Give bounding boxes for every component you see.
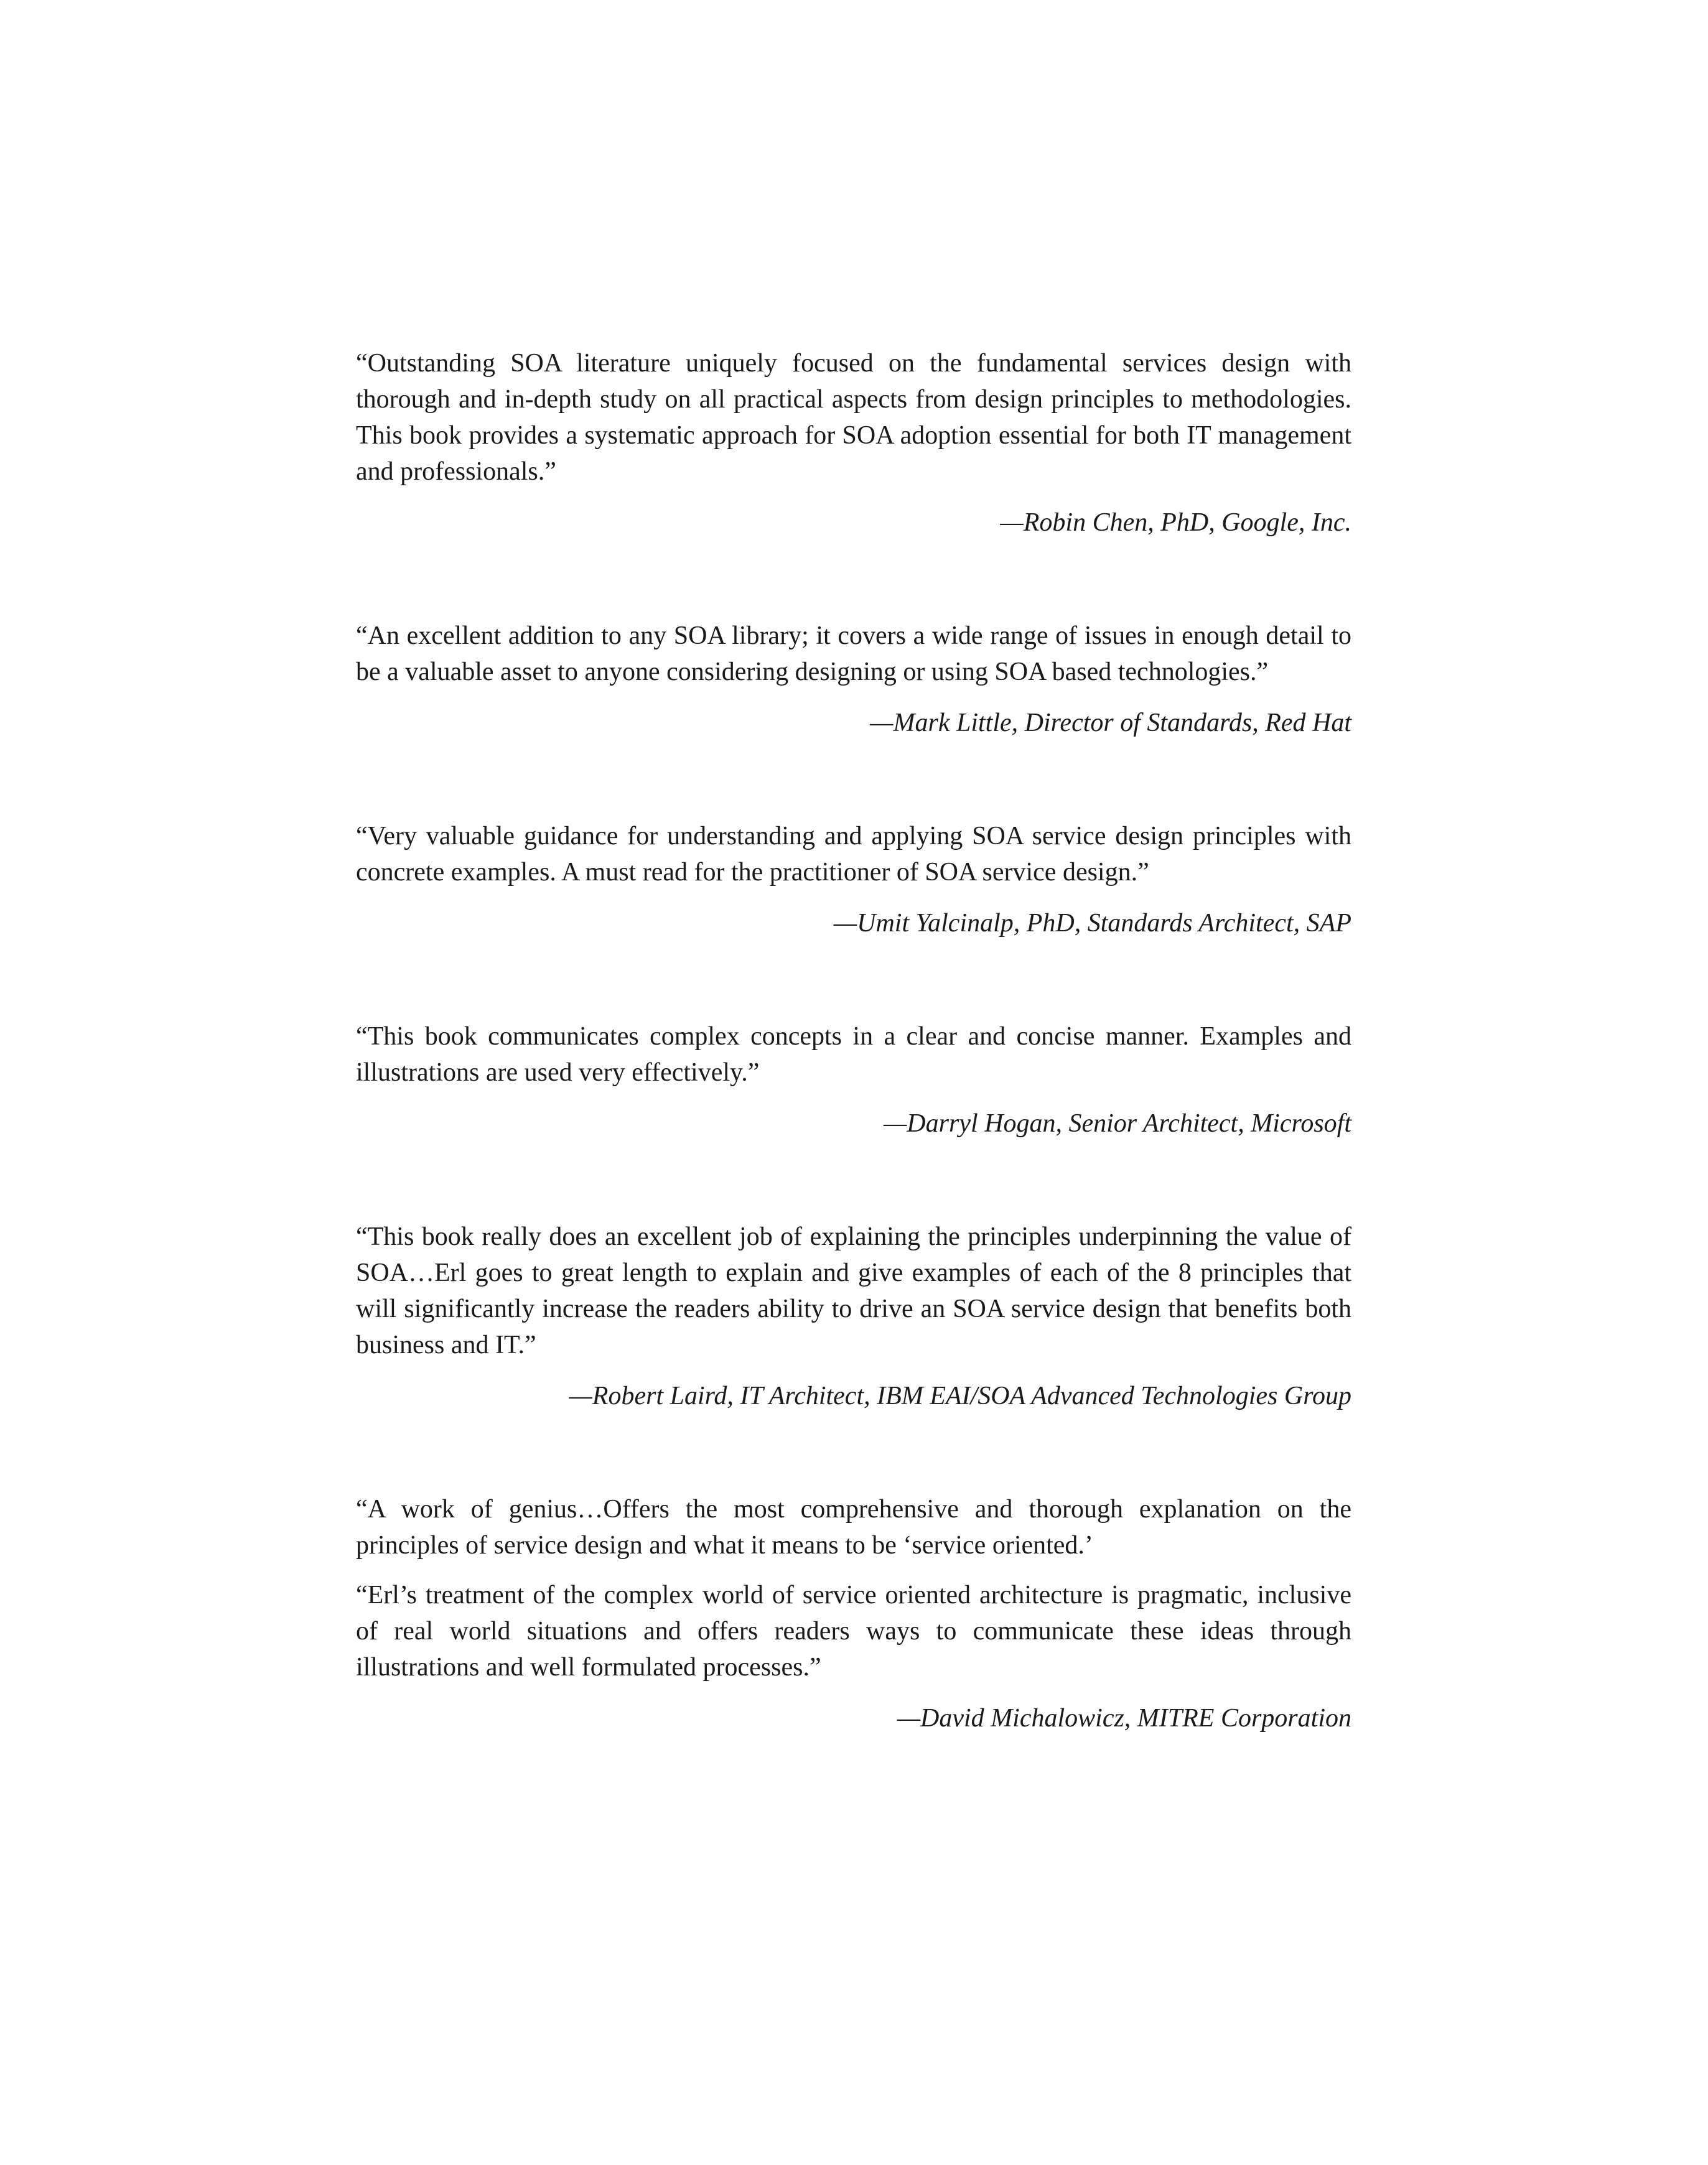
praise-blurb (356, 818, 1351, 941)
praise-attribution: —Robert Laird, IT Architect, IBM EAI/SOA Advanced Technologies Group (569, 1382, 1351, 1410)
praise-blurb (356, 1018, 1351, 1142)
praise-attribution: —David Michalowicz, MITRE Corporation (897, 1704, 1351, 1733)
praise-quote: “This book really does an excellent job of explaining the principles underpinning the value of SOA…Erl goes to great length to explain and give examples of each of the 8 principles that will significantly increase the readers ability to drive an SOA service design that benefits both business and IT.” (356, 1222, 1351, 1359)
praise-attribution: —Darryl Hogan, Senior Architect, Microsoft (883, 1109, 1351, 1138)
praise-attribution: —Mark Little, Director of Standards, Red Hat (870, 709, 1351, 737)
praise-quote: “A work of genius…Offers the most comprehensive and thorough explanation on the principles of service design and what it means to be ‘service oriented.’ (356, 1495, 1351, 1560)
praise-quote: “Erl’s treatment of the complex world of service oriented architecture is pragmatic, inclusive of real world situations and offers readers ways to communicate these ideas through illustrations and well formulated processes.” (356, 1581, 1351, 1682)
praise-blurb (356, 618, 1351, 741)
praise-blurb (356, 1491, 1351, 1736)
praise-blurb (356, 345, 1351, 541)
praise-quote: “An excellent addition to any SOA library; it covers a wide range of issues in enough detail to be a valuable asset to anyone considering designing or using SOA based technologies.” (356, 622, 1351, 686)
praise-attribution: —Umit Yalcinalp, PhD, Standards Architect, SAP (833, 909, 1351, 938)
praise-blurb (356, 1219, 1351, 1414)
praise-section (356, 345, 1351, 1813)
praise-quote: “This book communicates complex concepts in a clear and concise manner. Examples and illustrations are used very effectively.” (356, 1022, 1351, 1087)
praise-attribution: —Robin Chen, PhD, Google, Inc. (1000, 508, 1351, 537)
praise-quote: “Very valuable guidance for understanding and applying SOA service design principles with concrete examples. A must read for the practitioner of SOA service design.” (356, 822, 1351, 887)
praise-quote: “Outstanding SOA literature uniquely focused on the fundamental services design with thorough and in-depth study on all practical aspects from design principles to methodologies. This book provides a systematic approach for SOA adoption essential for both IT management and professionals.” (356, 349, 1351, 486)
